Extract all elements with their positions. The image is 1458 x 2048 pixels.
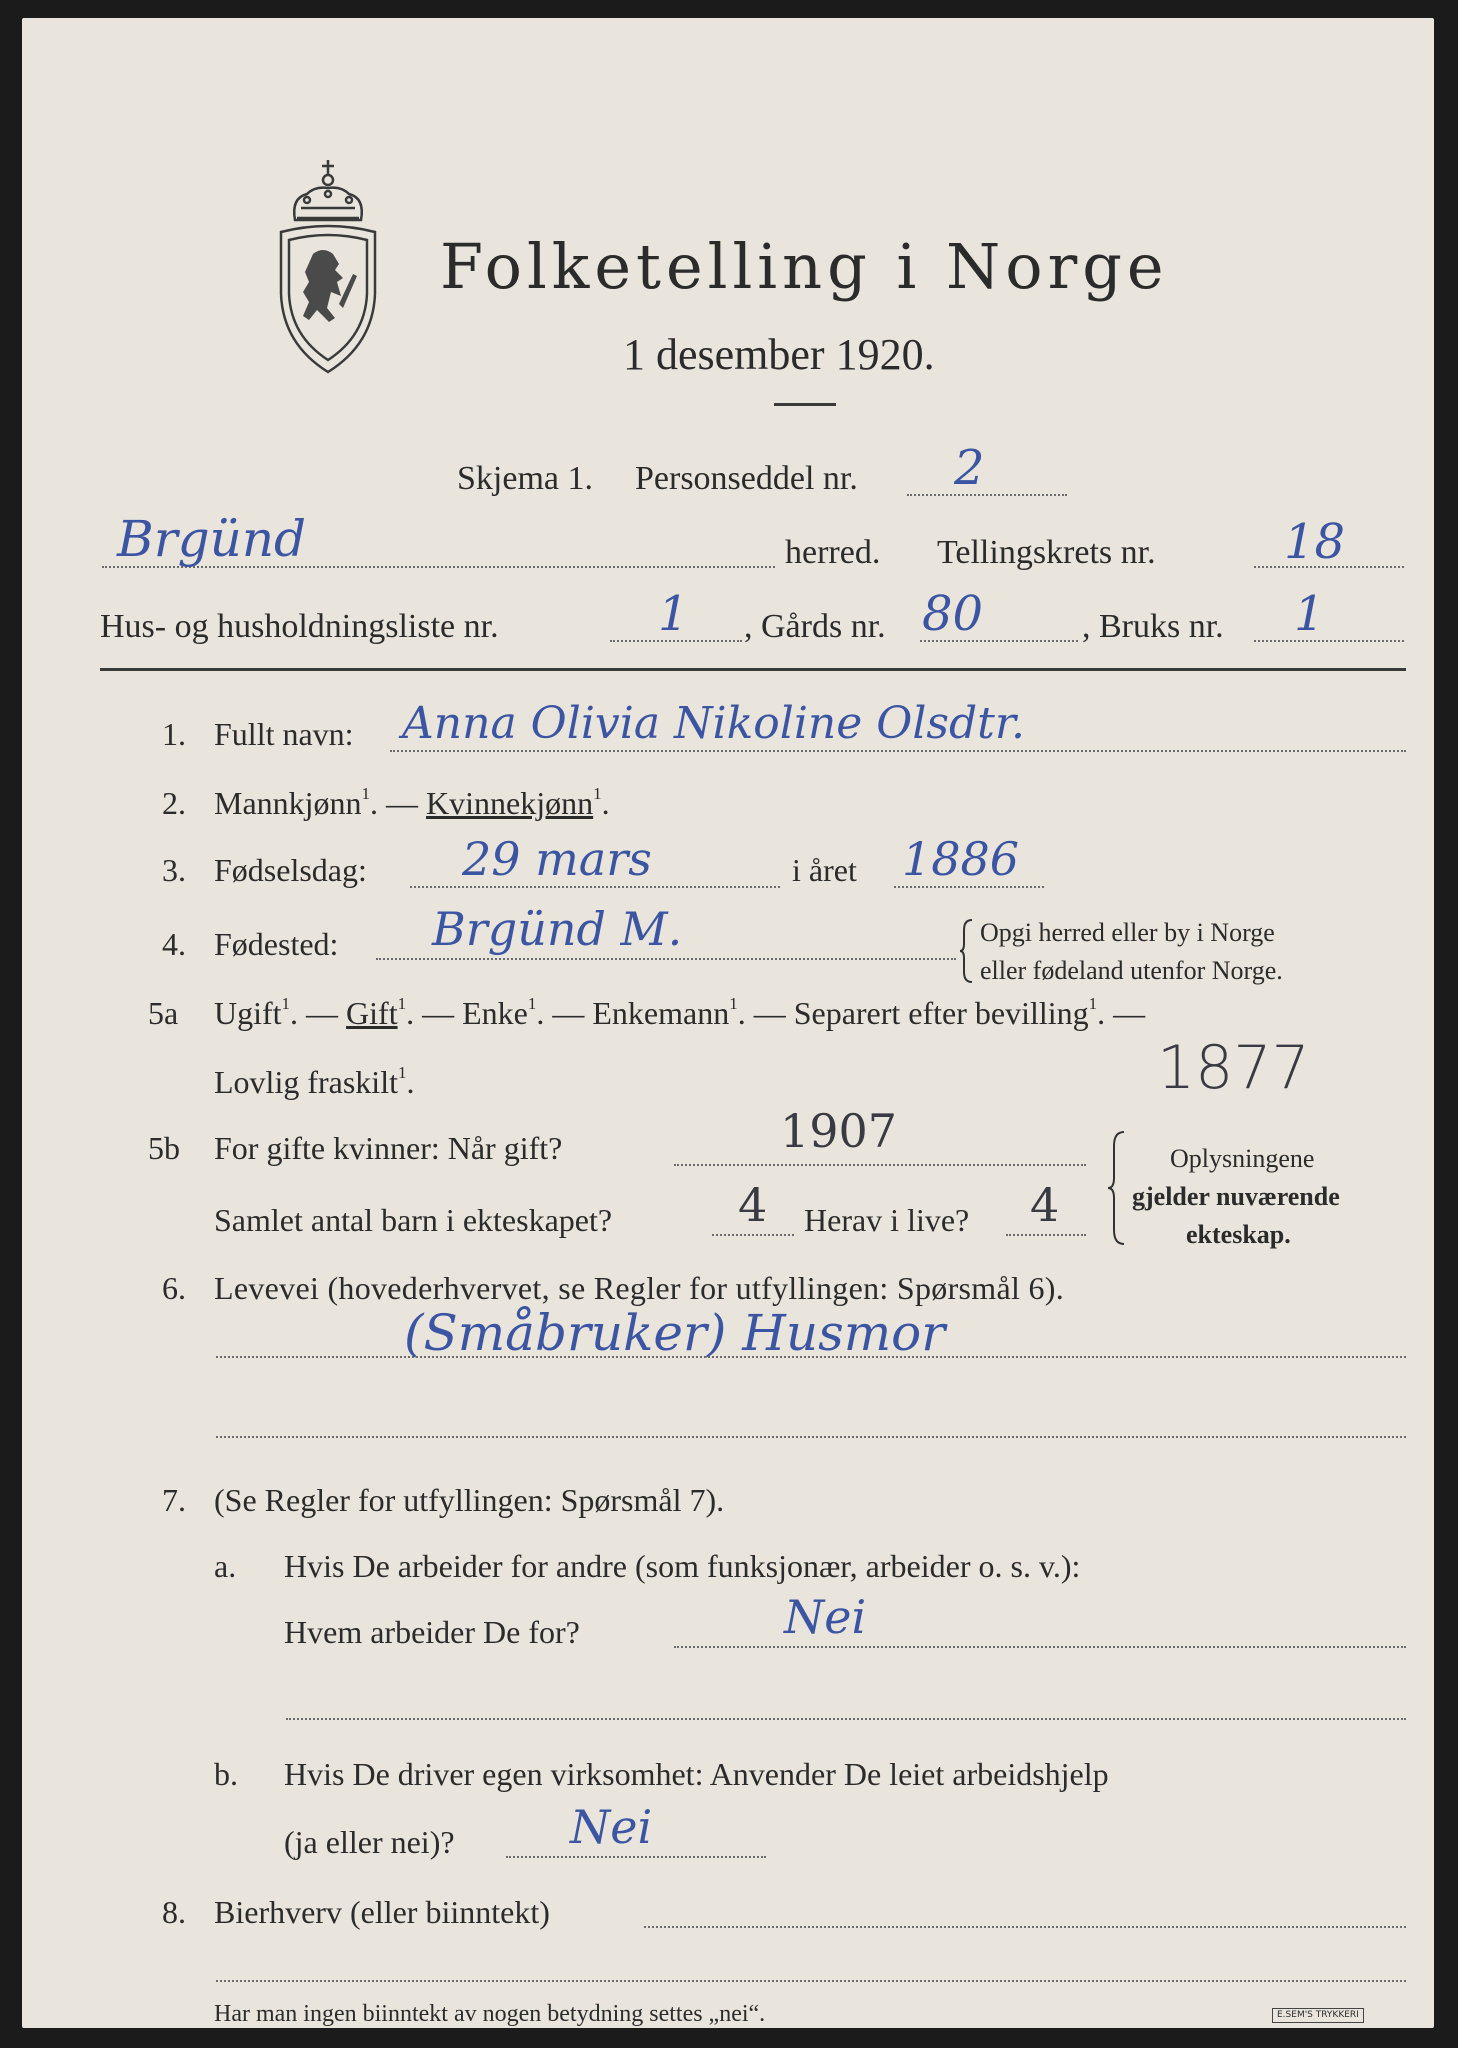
herred-value: Brgünd: [117, 510, 307, 568]
q7-label: (Se Regler for utfyllingen: Spørsmål 7).: [214, 1482, 725, 1518]
q5b-note-line3: ekteskap.: [1186, 1220, 1291, 1249]
footnote-mark: 1: [527, 994, 537, 1013]
husliste-label: Hus- og husholdningsliste nr.: [100, 608, 499, 645]
q4-note-line2: eller fødeland utenfor Norge.: [980, 956, 1283, 985]
separator: . —: [406, 995, 455, 1031]
herred-label: herred.: [785, 534, 881, 571]
q4-label: Fødested:: [214, 926, 339, 962]
q7b-value: Nei: [570, 1800, 653, 1854]
q1-value: Anna Olivia Nikoline Olsdtr.: [402, 698, 1026, 749]
brace-icon: [960, 918, 974, 984]
q5b-label: For gifte kvinner: Når gift?: [214, 1130, 563, 1166]
q7a-line: [674, 1646, 1406, 1648]
q8-line-2: [216, 1980, 1406, 1982]
q6-label: Levevei (hovederhvervet, se Regler for utfyllingen: Spørsmål 6).: [214, 1270, 1065, 1306]
q3-number: 3.: [162, 852, 186, 888]
q5b-note-line1: Oplysningene: [1170, 1144, 1315, 1173]
husliste-value: 1: [658, 586, 689, 642]
q3-day-line: [410, 886, 780, 888]
q4-number: 4.: [162, 926, 186, 962]
end-period: .: [601, 785, 610, 821]
q7b-letter: b.: [214, 1756, 238, 1792]
q6-value: (Småbruker) Husmor: [404, 1304, 946, 1362]
personseddel-label: Personseddel nr.: [635, 460, 858, 497]
census-form-sheet: [22, 18, 1434, 2028]
tellingskrets-value: 18: [1284, 514, 1346, 570]
option-lovlig-fraskilt: Lovlig fraskilt: [214, 1064, 398, 1100]
q7b-question: (ja eller nei)?: [284, 1824, 455, 1860]
tellingskrets-label: Tellingskrets nr.: [937, 534, 1156, 571]
coat-of-arms-icon: [265, 154, 391, 380]
footnote-mark: 1: [397, 994, 407, 1013]
q5b-year-line: [674, 1164, 1086, 1166]
bruks-value: 1: [1294, 586, 1325, 642]
q3-year-label: i året: [792, 852, 857, 888]
q8-line: [644, 1926, 1406, 1928]
bruks-label: , Bruks nr.: [1082, 608, 1224, 645]
q7a-line-2: [286, 1718, 1406, 1720]
q6-number: 6.: [162, 1270, 186, 1306]
q4-note-line1: Opgi herred eller by i Norge: [980, 918, 1275, 947]
option-mannkjonn: Mannkjønn: [214, 785, 362, 821]
header-divider: [100, 668, 1406, 671]
q3-day-value: 29 mars: [462, 832, 652, 886]
footnote-mark: 1: [729, 994, 738, 1013]
q7a-question: Hvem arbeider De for?: [284, 1614, 580, 1650]
q7-number: 7.: [162, 1482, 186, 1518]
end-period: .: [406, 1064, 415, 1100]
option-enke: Enke: [462, 995, 528, 1031]
q3-label: Fødselsdag:: [214, 852, 367, 888]
skjema-label: Skjema 1.: [457, 460, 593, 497]
q3-year-line: [894, 886, 1044, 888]
q1-line: [390, 750, 1406, 752]
separator: . —: [536, 995, 585, 1031]
census-date: 1 desember 1920.: [623, 330, 935, 379]
printer-mark: E.SEM'S TRYKKERI: [1272, 2008, 1364, 2023]
option-ugift: Ugift: [214, 995, 282, 1031]
bruks-line: [1254, 640, 1404, 642]
footer-note: Har man ingen biinntekt av nogen betydning settes „nei“.: [214, 2001, 766, 2027]
q2-number: 2.: [162, 785, 186, 821]
q5a-number: 5a: [148, 995, 179, 1031]
q7a-letter: a.: [214, 1548, 237, 1584]
personseddel-value: 2: [954, 440, 985, 496]
q7b-line: [506, 1856, 766, 1858]
q8-number: 8.: [162, 1894, 186, 1930]
form-title: Folketelling i Norge: [440, 230, 1169, 303]
q5b-barn-value: 4: [738, 1178, 768, 1232]
q4-value: Brgünd M.: [432, 902, 683, 956]
q5a-lovlig: [214, 1063, 415, 1100]
margin-note: 1877: [1157, 1033, 1310, 1103]
separator: . —: [1097, 995, 1146, 1031]
q5b-year-value: 1907: [780, 1104, 898, 1158]
footnote-mark: 1: [593, 784, 602, 803]
q5b-barn-label: Samlet antal barn i ekteskapet?: [214, 1202, 613, 1238]
q2-options: [214, 784, 610, 821]
separator: . —: [370, 785, 427, 821]
option-separert: Separert efter bevilling: [793, 995, 1089, 1031]
q8-label: Bierhverv (eller biinntekt): [214, 1894, 550, 1930]
q5b-live-line: [1006, 1234, 1086, 1236]
footnote-mark: 1: [1088, 994, 1098, 1013]
q5b-live-value: 4: [1030, 1178, 1060, 1232]
separator: . —: [290, 995, 339, 1031]
q5b-barn-line: [712, 1234, 794, 1236]
personseddel-line: [907, 494, 1067, 496]
q5a-options: [214, 994, 1146, 1031]
q7a-value: Nei: [784, 1590, 867, 1644]
gards-value: 80: [922, 586, 984, 642]
note-text: gjelder nuværende: [1132, 1182, 1340, 1211]
q7b-label: Hvis De driver egen virksomhet: Anvender De leiet arbeidshjelp: [284, 1756, 1109, 1792]
q1-label: Fullt navn:: [214, 716, 354, 752]
q5b-note-line2: [1132, 1184, 1340, 1210]
footnote-mark: 1: [361, 784, 371, 803]
option-gift-selected: Gift: [346, 995, 398, 1031]
gards-label: , Gårds nr.: [744, 608, 886, 645]
q7a-label: Hvis De arbeider for andre (som funksjonær, arbeider o. s. v.):: [284, 1548, 1081, 1584]
q4-line: [376, 958, 956, 960]
q6-line-2: [216, 1436, 1406, 1438]
title-divider: [774, 403, 836, 406]
separator: . —: [737, 995, 786, 1031]
option-enkemann: Enkemann: [592, 995, 730, 1031]
option-kvinnekjonn-selected: Kvinnekjønn: [426, 785, 594, 821]
q1-number: 1.: [162, 716, 186, 752]
q5b-number: 5b: [148, 1130, 180, 1166]
footnote-mark: 1: [397, 1063, 407, 1082]
brace-icon: [1108, 1130, 1126, 1246]
q5b-live-label: Herav i live?: [804, 1202, 970, 1238]
footnote-mark: 1: [281, 994, 291, 1013]
q3-year-value: 1886: [902, 832, 1020, 886]
